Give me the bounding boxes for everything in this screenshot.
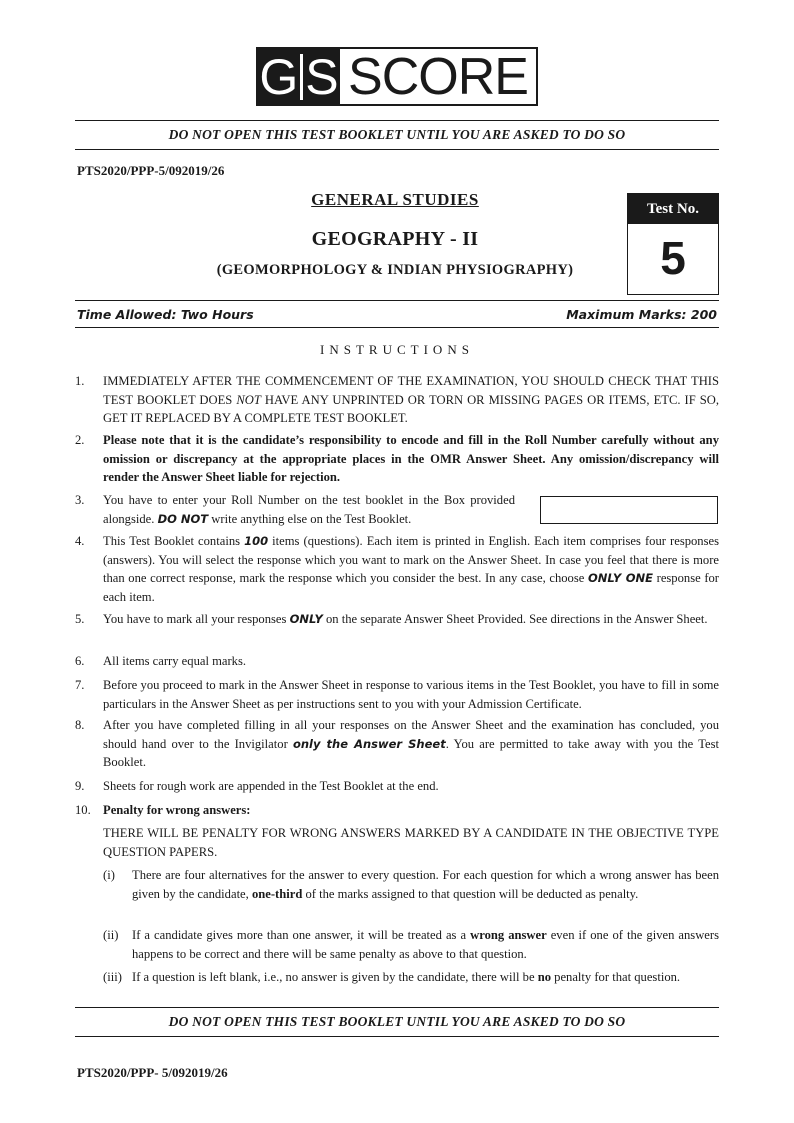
instruction-text — [103, 372, 719, 428]
text-part: on the separate Answer Sheet Provided. See directions in the Answer Sheet. — [322, 612, 708, 626]
text-part: There are four alternatives for the answer to every question. For each question for which a wrong answer has been given by the candidate, — [132, 868, 719, 901]
instruction-8 — [75, 716, 719, 772]
text-part: This Test Booklet contains — [103, 534, 245, 548]
top-rule-2 — [75, 149, 719, 150]
instruction-5 — [75, 610, 719, 629]
emphasis: DO NOT — [157, 511, 209, 526]
paper-title: GEOGRAPHY - II — [311, 228, 479, 250]
text-part: After you have completed filling in all your responses on the Answer Sheet and the examination has concluded, you should hand over to the Invigilator — [103, 718, 719, 751]
bottom-rule-2 — [75, 1036, 719, 1037]
instruction-text — [103, 431, 719, 487]
text-part: If a question is left blank, i.e., no answer is given by the candidate, there will be — [132, 970, 538, 984]
instruction-6 — [75, 652, 719, 671]
gs-score-logo — [256, 47, 538, 106]
sub-text — [132, 968, 719, 987]
instruction-number: 8. — [75, 718, 85, 732]
time-allowed: Time Allowed: Two Hours — [77, 307, 254, 322]
penalty-note-text: THERE WILL BE PENALTY FOR WRONG ANSWERS MARKED BY A CANDIDATE IN THE OBJECTIVE TYPE QUESTION PAPERS. — [103, 826, 719, 859]
emphasis: 100 — [244, 534, 269, 548]
instruction-text — [103, 610, 719, 629]
logo-score-text: SCORE — [348, 47, 528, 106]
text-part: Penalty for wrong answers: — [103, 803, 251, 817]
top-rule-1 — [75, 120, 719, 121]
penalty-rule-i — [103, 866, 719, 903]
instruction-text — [103, 491, 515, 528]
instruction-7 — [75, 676, 719, 713]
meta-rule-top — [75, 300, 719, 301]
penalty-rule-ii — [103, 926, 719, 963]
instruction-4 — [75, 532, 719, 606]
instruction-number: 10. — [75, 803, 91, 817]
instruction-number: 7. — [75, 678, 85, 692]
instruction-text — [103, 801, 719, 820]
paper-subtitle: (GEOMORPHOLOGY & INDIAN PHYSIOGRAPHY) — [216, 262, 574, 278]
instruction-number: 5. — [75, 612, 85, 626]
instruction-number: 2. — [75, 433, 85, 447]
subject-heading: GENERAL STUDIES — [311, 190, 479, 209]
sub-number: (i) — [103, 868, 115, 882]
sub-number: (iii) — [103, 970, 122, 984]
instruction-number: 1. — [75, 374, 85, 388]
instruction-text — [103, 716, 719, 772]
text-part: response for each item. — [103, 571, 719, 604]
emphasis: wrong answer — [470, 928, 547, 942]
test-number-value: 5 — [660, 232, 686, 284]
instruction-text: All items carry equal marks. — [103, 654, 247, 668]
sub-number: (ii) — [103, 928, 119, 942]
instruction-number: 3. — [75, 493, 85, 507]
instruction-9 — [75, 777, 719, 796]
instruction-text: Before you proceed to mark in the Answer Sheet in response to various items in the Test Booklet, you have to fill in some particulars in the Answer Sheet as per instructions sent to you with your Admission Certificate. — [103, 678, 719, 711]
text-part: You have to enter your Roll Number on the test booklet in the Box provided alongside. — [103, 493, 515, 526]
logo-divider — [300, 54, 303, 100]
instruction-10 — [75, 801, 719, 820]
emphasis: one-third — [251, 886, 303, 901]
text-part: You have to mark all your responses — [103, 612, 290, 626]
text-part: items (questions). Each item is printed in English. Each item comprises four responses (answers). You will select the response which you want to mark on the Answer Sheet. In case you feel that there is more than one correct response, mark the response which you consider the best. In any case, choose — [103, 534, 720, 585]
test-number-box — [627, 193, 719, 295]
instruction-1 — [75, 372, 719, 428]
emphasis: no — [537, 970, 551, 984]
sub-text — [132, 866, 719, 903]
instruction-2 — [75, 431, 719, 487]
logo-gs-block — [258, 49, 340, 104]
instruction-number: 6. — [75, 654, 85, 668]
text-part: of the marks assigned to that question will be deducted as penalty. — [302, 886, 639, 901]
instruction-number: 4. — [75, 534, 85, 548]
instruction-number: 9. — [75, 779, 85, 793]
test-number-label: Test No. — [628, 194, 718, 224]
penalty-note — [103, 824, 719, 861]
text-part: . You are permitted to take away with you the Test Booklet. — [103, 736, 720, 769]
logo-letter-g: G — [259, 48, 299, 105]
emphasis: ONLY ONE — [587, 571, 653, 585]
penalty-rule-iii — [103, 968, 719, 987]
instructions-heading: INSTRUCTIONS — [320, 342, 474, 357]
logo-letter-s: S — [305, 48, 339, 105]
roll-number-box[interactable] — [540, 496, 718, 524]
text-part: Please note that it is the candidate’s responsibility to encode and fill in the Roll Number carefully without any omission or discrepancy at the appropriate places in the OMR Answer Sheet. Any omission/discrepancy will render the Answer Sheet liable for rejection. — [103, 433, 719, 484]
booklet-code: PTS2020/PPP-5/092019/26 — [77, 163, 225, 178]
instruction-text — [103, 532, 719, 606]
instruction-text: Sheets for rough work are appended in the Test Booklet at the end. — [103, 779, 439, 793]
top-warning: DO NOT OPEN THIS TEST BOOKLET UNTIL YOU ARE ASKED TO DO SO — [168, 127, 626, 142]
text-part: even if one of the given answers happens to be correct and there will be same penalty as above to that question. — [132, 928, 719, 961]
text-part: If a candidate gives more than one answer, it will be treated as a — [132, 928, 471, 942]
emphasis: only the Answer Sheet — [292, 736, 446, 751]
bottom-warning: DO NOT OPEN THIS TEST BOOKLET UNTIL YOU ARE ASKED TO DO SO — [168, 1014, 626, 1029]
bottom-rule-1 — [75, 1007, 719, 1008]
sub-text — [132, 926, 719, 963]
text-part: HAVE ANY UNPRINTED OR TORN OR MISSING PAGES OR ITEMS, ETC. IF SO, GET IT REPLACED BY A COMPLETE TEST BOOKLET. — [103, 392, 719, 425]
text-part: write anything else on the Test Booklet. — [208, 511, 412, 526]
maximum-marks: Maximum Marks: 200 — [566, 307, 717, 322]
emphasis: ONLY — [289, 612, 323, 626]
instruction-3 — [75, 491, 515, 528]
text-part: penalty for that question. — [551, 970, 681, 984]
meta-rule-bottom — [75, 327, 719, 328]
emphasis: NOT — [236, 392, 261, 407]
footer-booklet-code: PTS2020/PPP- 5/092019/26 — [77, 1065, 228, 1080]
text-part: IMMEDIATELY AFTER THE COMMENCEMENT OF THE EXAMINATION, YOU SHOULD CHECK THAT THIS TEST BOOKLET DOES — [103, 374, 719, 407]
